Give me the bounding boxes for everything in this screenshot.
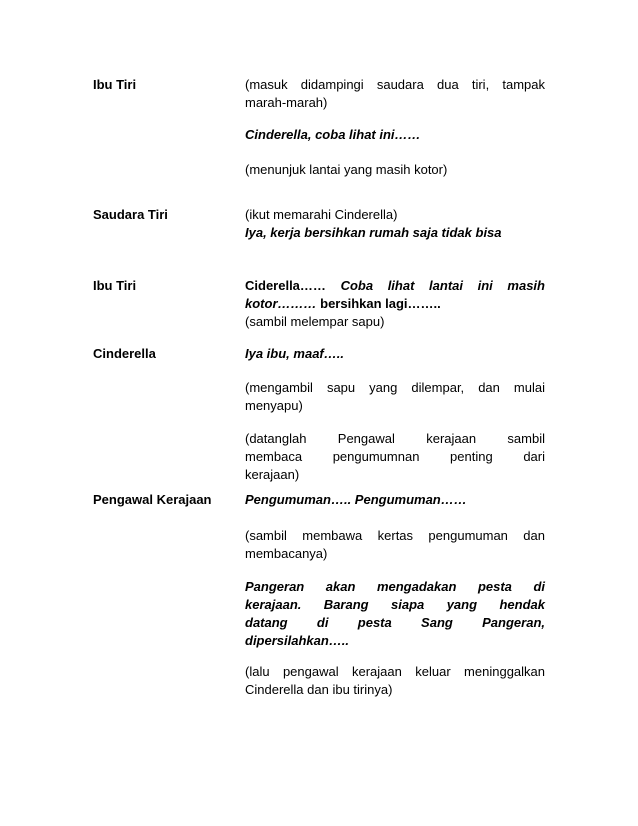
speaker-name: Pengawal Kerajaan: [93, 492, 212, 507]
text-line: Pangeran akan mengadakan pesta di: [245, 579, 545, 594]
text-line: (mengambil sapu yang dilempar, dan mulai: [245, 380, 545, 395]
text-line: (sambil membawa kertas pengumuman dan: [245, 528, 545, 543]
dialogue-line: [245, 277, 545, 313]
text-line: membacanya): [245, 546, 328, 561]
stage-direction: [245, 379, 545, 415]
dialogue-text: Ciderella……: [245, 278, 326, 293]
dialogue-text: kotor………: [245, 296, 317, 311]
text-line: dipersilahkan…..: [245, 633, 350, 648]
text-line: marah-marah): [245, 95, 328, 110]
text-line: kerajaan): [245, 467, 300, 482]
text-line: menyapu): [245, 398, 303, 413]
dialogue-text: bersihkan lagi……..: [320, 296, 441, 311]
dialogue-line: Iya ibu, maaf…..: [245, 346, 344, 361]
stage-direction: (sambil melempar sapu): [245, 314, 385, 329]
dialogue-text: Coba lihat lantai ini masih: [340, 278, 545, 293]
speaker-name: Saudara Tiri: [93, 207, 168, 222]
text-line: [245, 295, 545, 313]
speaker-name: Cinderella: [93, 346, 156, 361]
dialogue-line: Pengumuman….. Pengumuman……: [245, 492, 467, 507]
dialogue-line: Cinderella, coba lihat ini……: [245, 127, 421, 142]
stage-direction: (menunjuk lantai yang masih kotor): [245, 162, 448, 177]
text-line: datang di pesta Sang Pangeran,: [245, 615, 545, 630]
text-line: Cinderella dan ibu tirinya): [245, 682, 393, 697]
text-line: kerajaan. Barang siapa yang hendak: [245, 597, 545, 612]
speaker-name: Ibu Tiri: [93, 77, 137, 92]
text-line: [245, 277, 545, 295]
dialogue-line: [245, 578, 545, 650]
stage-direction: (ikut memarahi Cinderella): [245, 207, 398, 222]
stage-direction: [245, 527, 545, 563]
stage-direction: [245, 430, 545, 484]
speaker-name: Ibu Tiri: [93, 278, 137, 293]
text-line: (datanglah Pengawal kerajaan sambil: [245, 431, 545, 446]
stage-direction: [245, 76, 545, 112]
dialogue-line: Iya, kerja bersihkan rumah saja tidak bisa: [245, 225, 502, 240]
text-line: (masuk didampingi saudara dua tiri, tampak: [245, 77, 545, 92]
stage-direction: [245, 663, 545, 699]
text-line: membaca pengumumnan penting dari: [245, 449, 545, 464]
text-line: (lalu pengawal kerajaan keluar meninggalkan: [245, 664, 545, 679]
